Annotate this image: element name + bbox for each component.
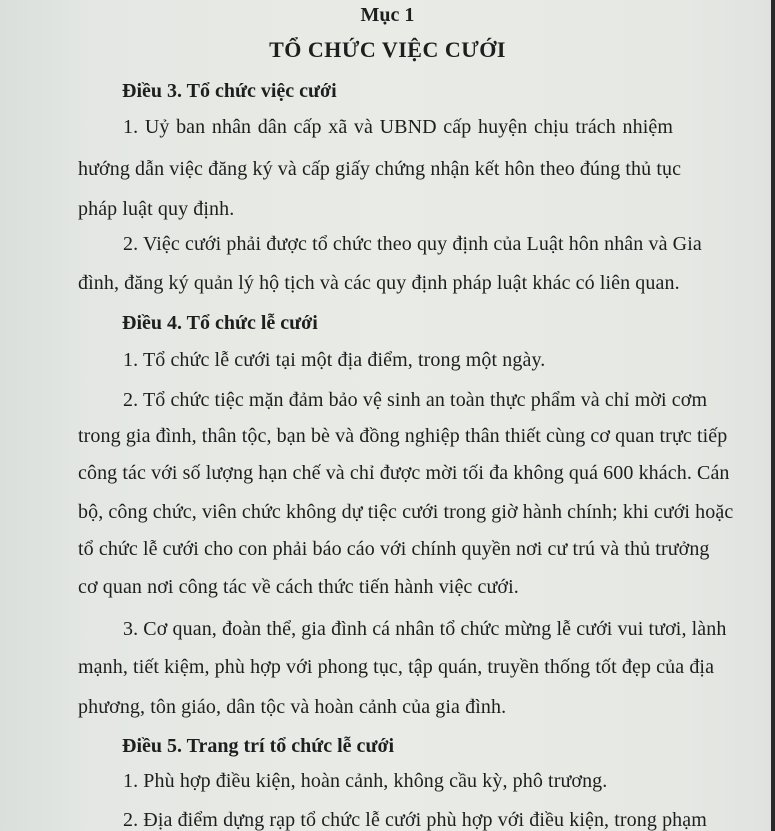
article-4-line-3: trong gia đình, thân tộc, bạn bè và đồng nghiệp thân thiết cùng cơ quan trực tiếp — [78, 425, 728, 447]
article-5-line-2: 2. Địa điểm dựng rạp tổ chức lễ cưới phù hợp với điều kiện, trong phạm — [123, 809, 707, 831]
article-4-line-5: bộ, công chức, viên chức không dự tiệc cưới trong giờ hành chính; khi cưới hoặc — [78, 501, 734, 523]
article-4-line-6: tổ chức lễ cưới cho con phải báo cáo với chính quyền nơi cư trú và thủ trưởng — [78, 538, 710, 560]
article-4-line-4: công tác với số lượng hạn chế và chỉ được mời tối đa không quá 600 khách. Cán — [78, 462, 730, 484]
article-4-line-1: 1. Tổ chức lễ cưới tại một địa điểm, trong một ngày. — [123, 349, 546, 371]
article-3-heading: Điều 3. Tổ chức việc cưới — [122, 80, 337, 102]
article-4-line-7: cơ quan nơi công tác về cách thức tiến hành việc cưới. — [78, 576, 519, 598]
article-4-line-8: 3. Cơ quan, đoàn thể, gia đình cá nhân tổ chức mừng lễ cưới vui tươi, lành — [123, 618, 727, 640]
article-3-line-2: hướng dẫn việc đăng ký và cấp giấy chứng nhận kết hôn theo đúng thủ tục — [78, 158, 682, 180]
article-4-line-2: 2. Tổ chức tiệc mặn đảm bảo vệ sinh an toàn thực phẩm và chỉ mời cơm — [123, 389, 708, 411]
article-3-line-5: đình, đăng ký quản lý hộ tịch và các quy định pháp luật khác có liên quan. — [78, 272, 680, 294]
article-4-line-9: mạnh, tiết kiệm, phù hợp với phong tục, tập quán, truyền thống tốt đẹp của địa — [78, 656, 715, 678]
article-3-line-1: 1. Uỷ ban nhân dân cấp xã và UBND cấp huyện chịu trách nhiệm — [123, 116, 673, 138]
section-label: Mục 1 — [360, 4, 415, 26]
article-5-line-1: 1. Phù hợp điều kiện, hoàn cảnh, không cầu kỳ, phô trương. — [123, 770, 608, 792]
article-5-heading: Điều 5. Trang trí tổ chức lễ cưới — [122, 735, 395, 757]
article-3-line-4: 2. Việc cưới phải được tổ chức theo quy định của Luật hôn nhân và Gia — [123, 233, 702, 255]
section-title: TỔ CHỨC VIỆC CƯỚI — [269, 37, 506, 62]
article-4-line-10: phương, tôn giáo, dân tộc và hoàn cảnh của gia đình. — [78, 696, 507, 718]
article-4-heading: Điều 4. Tổ chức lễ cưới — [122, 312, 318, 334]
article-3-line-3: pháp luật quy định. — [78, 198, 235, 220]
